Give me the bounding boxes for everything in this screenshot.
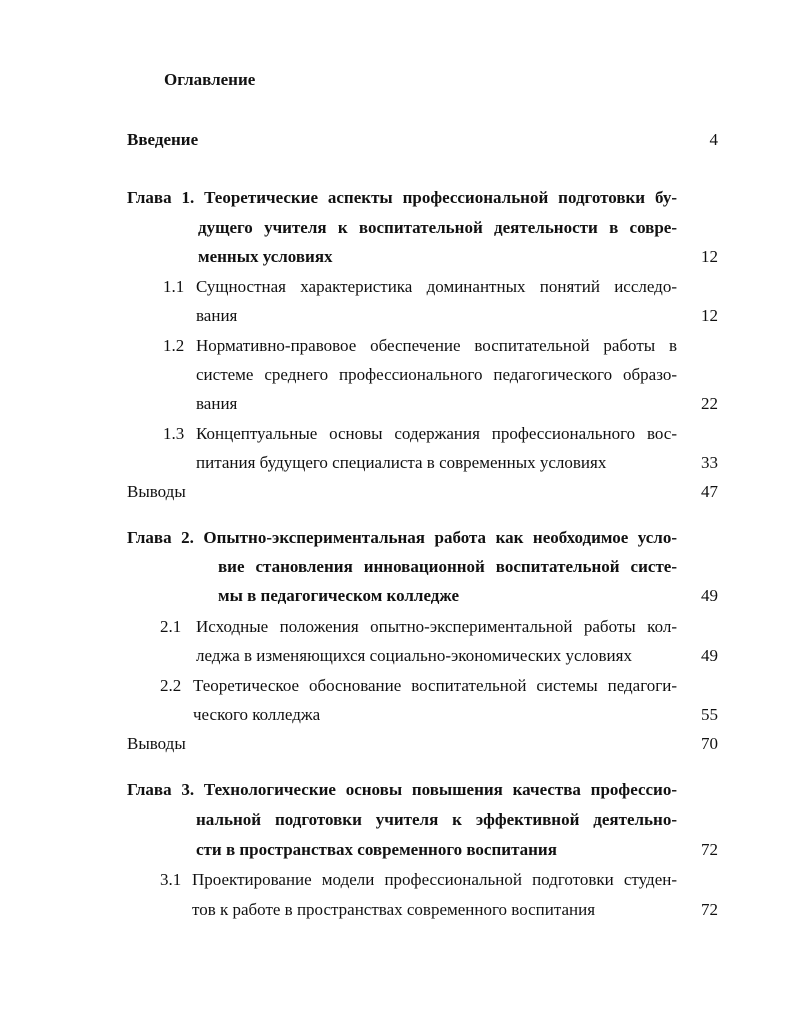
chapter-1-title-line-1: Глава 1. Теоретические аспекты профессиональной подготовки бу- — [127, 188, 677, 207]
chapter-2-title-line-1: Глава 2. Опытно-экспериментальная работа как необходимое усло- — [127, 528, 677, 547]
toc-intro-label: Введение — [127, 130, 199, 149]
chapter-1-conclusion-page: 47 — [701, 482, 718, 501]
section-2-1-number: 2.1 — [160, 617, 182, 636]
section-1-3-line-1: Концептуальные основы содержания профессионального вос- — [196, 424, 677, 443]
section-2-2-line-2: ческого колледжа — [193, 705, 321, 724]
section-2-2-number: 2.2 — [160, 676, 182, 695]
section-1-1-line-2: вания — [196, 306, 238, 325]
section-1-2-line-1: Нормативно-правовое обеспечение воспитательной работы в — [196, 336, 677, 355]
chapter-3-title-line-3: сти в пространствах современного воспитания — [196, 840, 557, 859]
chapter-2-page: 49 — [701, 586, 718, 605]
chapter-3-title-line-2: нальной подготовки учителя к эффективной деятельно- — [196, 810, 677, 829]
chapter-3-page: 72 — [701, 840, 718, 859]
section-2-2-page: 55 — [701, 705, 718, 724]
chapter-2-conclusion-label: Выводы — [127, 734, 186, 753]
section-1-3-page: 33 — [701, 453, 718, 472]
chapter-1-conclusion-label: Выводы — [127, 482, 186, 501]
section-3-1-page: 72 — [701, 900, 718, 919]
section-1-2-number: 1.2 — [163, 336, 185, 355]
section-3-1-number: 3.1 — [160, 870, 182, 889]
section-1-3-number: 1.3 — [163, 424, 185, 443]
section-1-2-page: 22 — [701, 394, 718, 413]
section-1-2-line-2: системе среднего профессионального педагогического образо- — [196, 365, 677, 384]
toc-heading: Оглавление — [164, 70, 256, 89]
section-1-1-line-1: Сущностная характеристика доминантных понятий исследо- — [196, 277, 677, 296]
chapter-1-title-line-3: менных условиях — [198, 247, 333, 266]
section-2-1-line-1: Исходные положения опытно-экспериментальной работы кол- — [196, 617, 677, 636]
section-1-1-page: 12 — [701, 306, 718, 325]
section-3-1-line-2: тов к работе в пространствах современного воспитания — [192, 900, 596, 919]
chapter-2-title-line-3: мы в педагогическом колледже — [218, 586, 460, 605]
chapter-1-title-line-2: дущего учителя к воспитательной деятельности в совре- — [198, 218, 677, 237]
chapter-3-title-line-1: Глава 3. Технологические основы повышения качества профессио- — [127, 780, 677, 799]
chapter-2-conclusion-page: 70 — [701, 734, 718, 753]
chapter-1-page: 12 — [701, 247, 718, 266]
section-2-1-page: 49 — [701, 646, 718, 665]
chapter-2-title-line-2: вие становления инновационной воспитательной систе- — [218, 557, 677, 576]
section-1-3-line-2: питания будущего специалиста в современных условиях — [196, 453, 607, 472]
section-3-1-line-1: Проектирование модели профессиональной подготовки студен- — [192, 870, 677, 889]
section-1-2-line-3: вания — [196, 394, 238, 413]
section-1-1-number: 1.1 — [163, 277, 185, 296]
toc-intro-page: 4 — [709, 130, 718, 149]
section-2-2-line-1: Теоретическое обоснование воспитательной системы педагоги- — [193, 676, 677, 695]
section-2-1-line-2: леджа в изменяющихся социально-экономических условиях — [196, 646, 632, 665]
